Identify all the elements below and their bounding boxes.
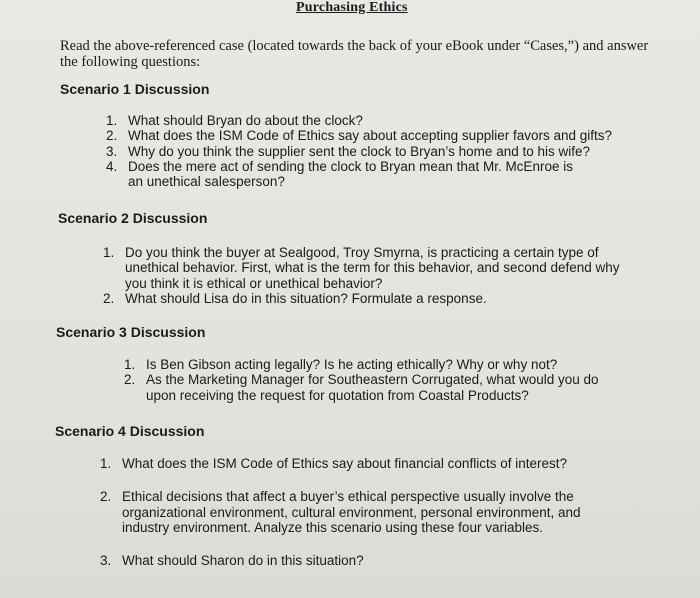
question-text: What should Lisa do in this situation? Formulate a response. (125, 290, 487, 306)
question-item (106, 143, 628, 159)
question-text: Why do you think the supplier sent the clock to Bryan’s home and to his wife? (128, 143, 590, 159)
scenario-4-questions (100, 456, 602, 569)
question-number: 1. (103, 245, 115, 260)
question-number: 2. (100, 489, 112, 505)
question-number: 2. (106, 128, 118, 144)
question-text: Is Ben Gibson acting legally? Is he acting ethically? Why or why not? (146, 357, 558, 372)
question-text: Do you think the buyer at Sealgood, Troy Smyrna, is practicing a certain type of unethical behavior. First, what is the term for this behavior, and second defend why you think it is ethical or unethical behavior? (125, 245, 620, 291)
scenario-3-questions (124, 357, 616, 403)
question-item (106, 158, 588, 190)
question-item (100, 456, 602, 471)
scenario-3-heading: Scenario 3 Discussion (56, 324, 206, 340)
question-text: What should Bryan do about the clock? (128, 113, 363, 128)
question-text: What does the ISM Code of Ethics say about financial conflicts of interest? (122, 456, 567, 471)
question-number: 2. (124, 372, 136, 388)
question-item (100, 553, 602, 569)
question-number: 1. (124, 357, 136, 372)
question-number: 2. (103, 290, 115, 306)
question-number: 3. (106, 143, 118, 159)
scenario-4-heading: Scenario 4 Discussion (55, 423, 205, 439)
question-number: 1. (106, 113, 118, 128)
question-item (106, 113, 628, 128)
question-number: 3. (100, 553, 112, 569)
question-item (124, 357, 616, 372)
scenario-1-heading: Scenario 1 Discussion (60, 81, 210, 97)
question-text: What should Sharon do in this situation? (122, 553, 364, 569)
question-text: What does the ISM Code of Ethics say about accepting supplier favors and gifts? (128, 128, 613, 144)
question-item (106, 128, 628, 144)
page-title: Purchasing Ethics (296, 0, 408, 15)
question-item (103, 290, 640, 306)
question-number: 4. (106, 158, 118, 174)
question-item (100, 489, 602, 535)
question-number: 1. (100, 456, 112, 471)
question-text: Does the mere act of sending the clock to Bryan mean that Mr. McEnroe is an unethical salesperson? (128, 158, 573, 190)
question-item (103, 245, 640, 291)
scenario-2-questions (103, 245, 640, 306)
question-item (124, 372, 616, 403)
question-text: Ethical decisions that affect a buyer’s ethical perspective usually involve the organizational environment, cultural environment, personal environment, and industry environment. Analyze this scenario using these four variables. (122, 489, 581, 535)
scenario-1-questions (106, 113, 628, 190)
scenario-2-heading: Scenario 2 Discussion (58, 210, 208, 226)
question-text: As the Marketing Manager for Southeastern Corrugated, what would you do upon receiving the request for quotation from Coastal Products? (146, 372, 599, 403)
intro-paragraph: Read the above-referenced case (located towards the back of your eBook under “Cases,”) and answer the following questions: (60, 38, 649, 70)
